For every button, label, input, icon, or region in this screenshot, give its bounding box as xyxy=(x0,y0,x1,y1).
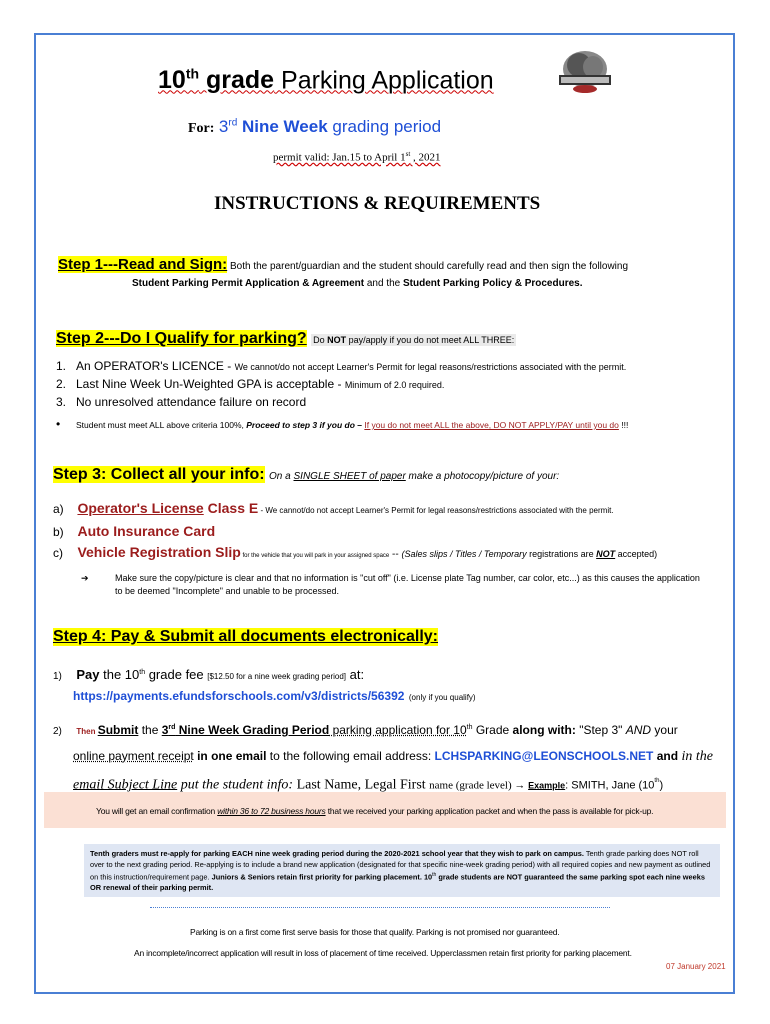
instructions-heading: INSTRUCTIONS & REQUIREMENTS xyxy=(214,193,541,214)
divider-line xyxy=(150,907,610,908)
for-nine-week: Nine Week xyxy=(237,117,328,136)
step1 xyxy=(58,256,728,289)
submit-the: the xyxy=(138,723,162,737)
step1-label: Step 1---Read and Sign: xyxy=(58,256,228,273)
step2 xyxy=(56,330,736,431)
item-title: Vehicle Registration Slip xyxy=(77,544,241,560)
item-letter: c) xyxy=(53,546,63,560)
bullet-b: Proceed to step 3 if you do – xyxy=(246,420,365,430)
pay-qualify-note: (only if you qualify) xyxy=(408,693,476,702)
submit-and: AND xyxy=(625,723,652,737)
bullet-a: Student must meet ALL above criteria 100%, xyxy=(76,420,247,430)
item-note: - We cannot/do not accept Learner's Permit for legal reasons/restrictions associated with the permit. xyxy=(258,506,614,515)
title-rest: Parking Application xyxy=(274,66,494,95)
item-text: Last Nine Week Un-Weighted GPA is acceptable - xyxy=(76,377,345,391)
school-mascot-logo-icon xyxy=(555,47,613,95)
submit-nwgp: Nine Week Grading Period xyxy=(175,723,330,737)
item-rest: registrations are xyxy=(526,549,597,559)
step2-bullet xyxy=(56,417,736,431)
submit-step3: "Step 3" xyxy=(575,723,626,737)
submit-and2: and xyxy=(653,749,679,763)
submit-label: Submit xyxy=(97,723,139,737)
pay-at: at: xyxy=(346,667,365,682)
step3-item-b xyxy=(53,521,743,542)
footer-line-1: Parking is on a first come first serve basis for those that qualify. Parking is not promised nor guaranteed. xyxy=(190,927,560,937)
step3-note-b: SINGLE SHEET of paper xyxy=(293,471,406,482)
submit-th: th xyxy=(466,724,473,731)
note-b: Tenth grade parking does NOT roll over to the next grading period. Re-applying is to include a brand new application (designated for that specific nine-week grading period) with all required copies and new payment as outlined on this instruction/requirement page. xyxy=(90,849,711,882)
step2-item-2 xyxy=(56,376,736,394)
item-text: No unresolved attendance failure on record xyxy=(76,395,307,409)
renewal-note-box xyxy=(84,844,720,897)
step3-label: Step 3: Collect all your info: xyxy=(53,466,265,483)
item-not: NOT xyxy=(596,549,616,559)
payment-link[interactable]: https://payments.efundsforschools.com/v3/districts/56392 xyxy=(73,689,405,703)
step2-item-1 xyxy=(56,358,736,376)
step4-label: Step 4: Pay & Submit all documents electronically: xyxy=(53,628,438,645)
page-title xyxy=(158,66,494,95)
permit-valid-text: permit valid: Jan.15 to April 1 xyxy=(273,151,406,164)
pay-label: Pay xyxy=(76,667,100,682)
permit-valid-year: , 2021 xyxy=(410,151,441,164)
bullet-icon: • xyxy=(56,417,61,431)
item-letter: a) xyxy=(53,502,64,516)
step3-note xyxy=(269,471,559,482)
item-title2: Class E xyxy=(203,500,259,516)
item-tiny: for the vehicle that you will park in your assigned space xyxy=(240,553,390,559)
item-note: Minimum of 2.0 required. xyxy=(344,380,445,390)
step2-note-a: Do xyxy=(313,335,328,345)
permit-valid xyxy=(273,150,441,164)
parking-email-link[interactable]: LCHSPARKING@LEONSCHOOLS.NET xyxy=(434,749,654,763)
title-grade: grade xyxy=(205,66,275,95)
arrow-text: Make sure the copy/picture is clear and that no information is "cut off" (i.e. License plate Tag number, car color, etc...) as this causes the application to be deemed "Incomplete" and unable to be processed. xyxy=(115,573,700,596)
arrow-icon: ➔ xyxy=(81,573,89,583)
item-title: Auto Insurance Card xyxy=(77,523,216,539)
item-text: An OPERATOR's LICENCE - xyxy=(76,359,235,373)
item-note: We cannot/do not accept Learner's Permit for legal reasons/restrictions associated with the permit. xyxy=(234,362,627,372)
submit-rest1: parking application for 10 xyxy=(329,723,467,737)
item-num: 2. xyxy=(56,377,67,391)
note-c: Juniors & Seniors retain first priority for parking placement. 10 xyxy=(209,872,433,882)
submit-num: 2) xyxy=(53,726,62,737)
step1-and: and the xyxy=(364,278,403,289)
item-ital: (Sales slips / Titles / Temporary xyxy=(401,549,527,559)
submit-your: your xyxy=(651,723,678,737)
step1-doc1: Student Parking Permit Application & Agreement xyxy=(132,278,365,289)
pay-fee: [$12.50 for a nine week grading period] xyxy=(207,672,347,681)
title-lead: 10 xyxy=(158,66,186,95)
item-num: 1. xyxy=(56,359,67,373)
pay-num: 1) xyxy=(53,671,62,682)
step2-item-3 xyxy=(56,394,736,411)
step1-text: Both the parent/guardian and the student should carefully read and then sign the following xyxy=(227,261,629,272)
note-c-sup: th xyxy=(432,872,437,878)
pay-sup: th xyxy=(139,669,146,676)
step4-pay xyxy=(53,667,743,705)
confirm-a: You will get an email confirmation xyxy=(96,806,218,816)
for-sup: rd xyxy=(228,117,238,129)
item-num: 3. xyxy=(56,395,67,409)
item-dash: -- xyxy=(389,549,402,560)
submit-addr-text: to the following email address: xyxy=(266,749,435,763)
submit-example-end: ) xyxy=(659,779,664,792)
bullet-c: If you do not meet ALL the above, DO NOT APPLY/PAY until you do xyxy=(364,420,619,430)
step3-item-c xyxy=(53,542,743,566)
note-a: Tenth graders must re-apply for parking EACH nine week grading period during the 2020-2021 school year that they wish to park on campus. xyxy=(90,849,584,858)
submit-put: put the student info: xyxy=(177,777,294,793)
pay-text2: grade fee xyxy=(145,667,208,682)
step4 xyxy=(53,628,743,646)
item-letter: b) xyxy=(53,525,64,539)
for-num: 3 xyxy=(218,117,229,136)
submit-subject: email Subject Line xyxy=(73,777,178,793)
confirm-b: within 36 to 72 business hours xyxy=(217,806,326,816)
step4-submit xyxy=(53,716,743,797)
step2-note-c: pay/apply if you do not meet ALL THREE: xyxy=(346,335,515,345)
submit-example: Example xyxy=(528,780,566,791)
step3-note-a: On a xyxy=(269,471,294,482)
note-d: grade students are NOT guaranteed the same parking spot each nine weeks OR renewal of their parking permit. xyxy=(90,872,705,893)
step3-note-c: make a photocopy/picture of your: xyxy=(405,471,560,482)
step2-label: Step 2---Do I Qualify for parking? xyxy=(56,330,307,347)
step2-note xyxy=(311,334,516,346)
pay-text: the 10 xyxy=(99,667,140,682)
permit-valid-sup: st xyxy=(405,150,411,158)
for-label: For: xyxy=(188,121,215,136)
step1-doc2: Student Parking Policy & Procedures. xyxy=(403,278,583,289)
submit-3sup: rd xyxy=(168,724,176,731)
step3-item-a xyxy=(53,498,743,521)
submit-receipt: online payment receipt xyxy=(73,749,194,763)
submit-then: Then xyxy=(76,727,98,736)
step3-arrow-note xyxy=(53,572,743,598)
submit-grade: name (grade level) → xyxy=(429,779,529,792)
submit-rest2: Grade xyxy=(472,723,513,737)
submit-in-the: in the xyxy=(678,749,714,764)
submit-name: Last Name, Legal First xyxy=(293,777,430,793)
confirm-c: that we received your parking application packet and when the pass is available for pick-up. xyxy=(325,806,654,816)
for-rest: grading period xyxy=(327,117,442,136)
submit-along: along with: xyxy=(512,723,576,737)
confirmation-text xyxy=(96,806,653,816)
submit-example-sup: th xyxy=(654,778,660,784)
item-title: Operator's License xyxy=(77,500,204,516)
step2-note-b: NOT xyxy=(327,335,347,345)
step3 xyxy=(53,466,743,598)
for-line xyxy=(188,117,441,137)
submit-example-text: : SMITH, Jane (10 xyxy=(565,779,655,792)
footer-line-2: An incomplete/incorrect application will result in loss of placement of time received. Upperclassmen retain first priority for parking placement. xyxy=(134,948,632,958)
submit-3: 3 xyxy=(161,723,169,737)
submit-one-email: in one email xyxy=(193,749,267,763)
title-sup: th xyxy=(185,66,200,82)
document-date: 07 January 2021 xyxy=(666,962,726,971)
item-end: accepted) xyxy=(615,549,658,559)
bullet-d: !!! xyxy=(618,420,629,430)
